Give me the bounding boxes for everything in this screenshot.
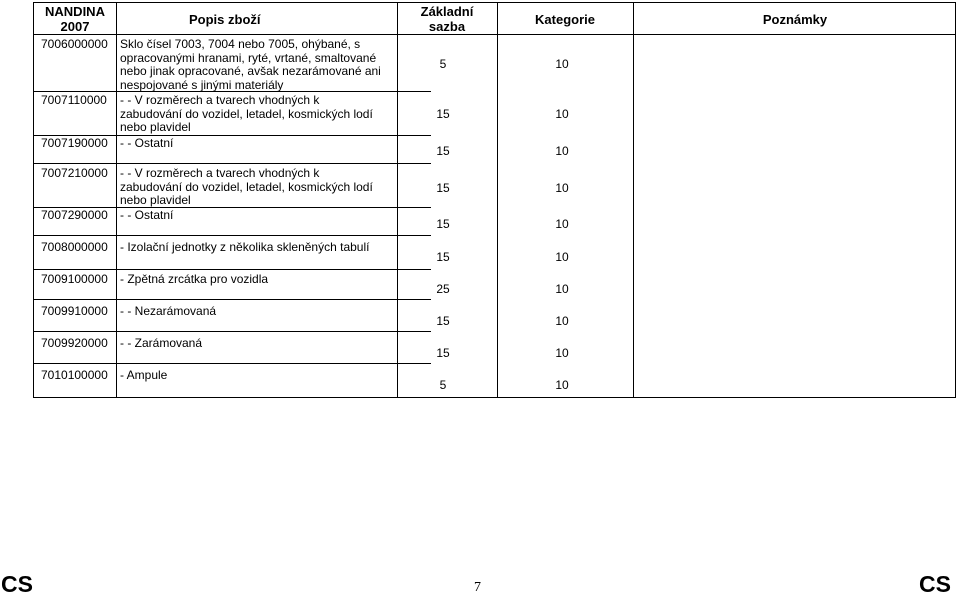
row-divider (34, 331, 431, 332)
desc-line: - - V rozměrech a tvarech vhodných k (120, 93, 320, 107)
row-code: 7007190000 (41, 136, 108, 150)
row-rate: 15 (436, 107, 450, 121)
row-rate: 5 (439, 57, 447, 71)
page-number: 7 (474, 580, 481, 595)
desc-line: nebo plavidel (120, 120, 191, 134)
row-description (120, 94, 395, 135)
row-rate: 5 (439, 378, 447, 392)
row-divider (34, 269, 431, 270)
col-divider (397, 3, 398, 397)
row-divider (34, 363, 431, 364)
header-kategorie: Kategorie (535, 12, 595, 27)
desc-line: nespojované s jinými materiály (120, 77, 284, 92)
col-divider (633, 3, 634, 397)
desc-line: zabudování do vozidel, letadel, kosmických lodí (120, 179, 373, 194)
footer-language-left: CS (1, 571, 33, 597)
row-rate: 15 (436, 181, 450, 195)
row-code: 7009100000 (41, 272, 108, 286)
desc-line: - - Nezarámovaná (120, 304, 217, 318)
row-rate: 15 (436, 314, 450, 328)
desc-line: - - Ostatní (120, 208, 174, 222)
row-description (120, 337, 395, 351)
header-sazba-line2: sazba (428, 19, 466, 34)
row-category: 10 (555, 107, 569, 121)
header-nandina (34, 4, 116, 34)
row-rate: 15 (436, 217, 450, 231)
row-category: 10 (555, 250, 569, 264)
row-code: 7006000000 (41, 37, 108, 51)
row-description (120, 38, 395, 92)
row-category: 10 (555, 217, 569, 231)
desc-line: nebo plavidel (120, 193, 191, 207)
footer-language-right: CS (919, 571, 951, 597)
row-code: 7009920000 (41, 336, 108, 350)
desc-line: - Ampule (120, 368, 168, 382)
row-description (120, 305, 395, 319)
row-description (120, 369, 395, 383)
row-divider (34, 163, 431, 164)
row-category: 10 (555, 144, 569, 158)
row-description (120, 209, 395, 223)
header-poznamky: Poznámky (762, 12, 828, 27)
desc-line: - - V rozměrech a tvarech vhodných k (120, 166, 320, 180)
row-rate: 15 (436, 144, 450, 158)
row-code: 7007290000 (41, 208, 108, 222)
row-code: 7008000000 (41, 240, 108, 254)
row-category: 10 (555, 282, 569, 296)
col-divider (116, 3, 117, 397)
header-sazba (397, 4, 497, 34)
row-category: 10 (555, 378, 569, 392)
row-divider (34, 235, 431, 236)
desc-line: opracovanými hranami, ryté, vrtané, smaltované (120, 50, 377, 65)
header-nandina-line2: 2007 (60, 19, 90, 34)
row-divider (34, 299, 431, 300)
tariff-table (33, 2, 956, 398)
header-nandina-line1: NANDINA (45, 4, 105, 19)
row-rate: 25 (436, 282, 450, 296)
row-description (120, 137, 395, 151)
row-code: 7009910000 (41, 304, 108, 318)
row-rate: 15 (436, 250, 450, 264)
row-description (120, 273, 395, 287)
desc-line: - - Ostatní (120, 136, 174, 150)
col-divider (497, 3, 498, 397)
row-category: 10 (555, 346, 569, 360)
desc-line: - Izolační jednotky z několika skleněných tabulí (120, 240, 370, 254)
row-category: 10 (555, 314, 569, 328)
header-sazba-line1: Základní (420, 4, 474, 19)
header-divider (34, 34, 955, 35)
row-code: 7007110000 (41, 93, 107, 107)
desc-line: - - Zarámovaná (120, 336, 203, 350)
desc-line: Sklo čísel 7003, 7004 nebo 7005, ohýbané, s (120, 37, 361, 51)
row-code: 7007210000 (41, 166, 108, 180)
row-code: 7010100000 (41, 368, 108, 382)
row-category: 10 (555, 181, 569, 195)
row-rate: 15 (436, 346, 450, 360)
row-description (120, 241, 410, 255)
row-category: 10 (555, 57, 569, 71)
desc-line: - Zpětná zrcátka pro vozidla (120, 272, 269, 286)
desc-line: nebo jinak opracované, avšak nezarámované ani (120, 64, 381, 78)
desc-line: zabudování do vozidel, letadel, kosmických lodí (120, 106, 373, 121)
row-description (120, 167, 395, 208)
header-popis: Popis zboží (189, 12, 261, 27)
